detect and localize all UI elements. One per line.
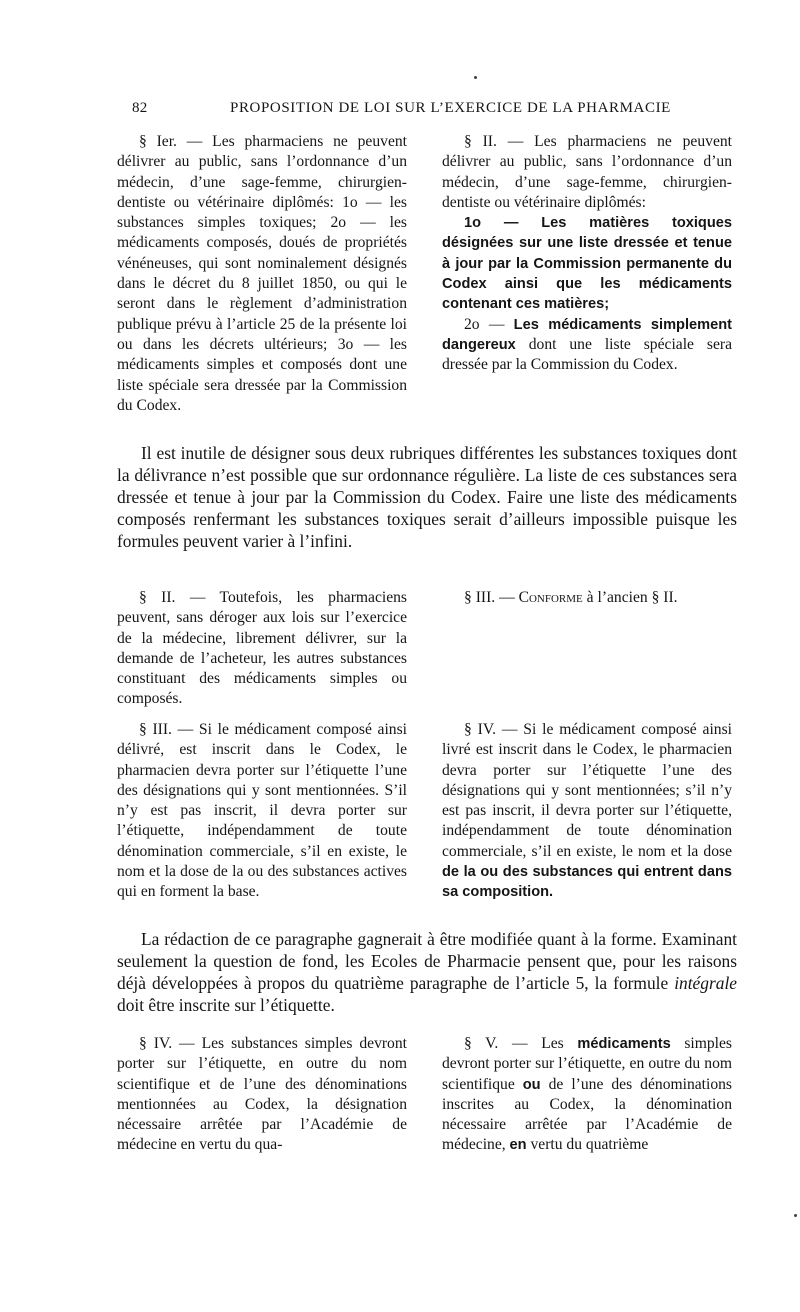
new-paragraph-4: [442, 720, 732, 903]
bold-text: Les médicaments simplement dangereux: [442, 316, 732, 353]
right-column-section-4: [442, 720, 732, 903]
right-column-section-5: [442, 1034, 732, 1156]
left-column-section-1: [117, 132, 407, 416]
right-column-section-2: [442, 132, 732, 376]
right-column-section-3: [442, 588, 732, 608]
commentary-prefix: La rédaction de ce paragraphe gagnerait à être modifiée quant à la forme. Examinant seulement la question de fond, les Ecoles de Pharmacie pensent que, pour les raisons déjà développées à propos du quatrième paragraphe de l’article 5, la formule: [117, 929, 737, 993]
bold-text: ou: [522, 1076, 541, 1093]
new-paragraph-2-intro: § II. — Les pharmaciens ne peuvent délivrer au public, sans l’ordonnance d’un médecin, d’une sage-femme, chirurgien-dentiste ou vétérinaire diplômés:: [442, 133, 732, 211]
running-title: PROPOSITION DE LOI SUR L’EXERCICE DE LA PHARMACIE: [230, 100, 671, 116]
speck-mark: [794, 1214, 797, 1217]
item-text: dont une liste spéciale sera dressée par la Commission du Codex.: [442, 335, 732, 374]
left-column-section-4: [117, 1034, 407, 1156]
new-paragraph-2-item-2: [442, 315, 732, 376]
new-paragraph-5: [442, 1034, 732, 1156]
new-paragraph-2-item-1: [442, 213, 732, 314]
italic-text: intégrale: [674, 973, 737, 993]
section-suffix: à l’ancien § II.: [582, 589, 678, 606]
commentary-2: [117, 928, 737, 1016]
small-caps-text: Conforme: [518, 589, 583, 606]
section-prefix: § III. —: [464, 589, 519, 606]
commentary-text: [117, 928, 737, 1016]
commentary-text: Il est inutile de désigner sous deux rubriques différentes les substances toxiques dont la délivrance n’est possible que sur ordonnance régulière. La liste de ces substances sera dressée et tenue à jour par la Commission du Codex. Faire une liste des médicaments composés renfermant les substances toxiques serait d’ailleurs impossible puisque les formules peuvent varier à l’infini.: [117, 443, 737, 551]
section-text: simples devront porter sur l’étiquette, en outre du nom scientifique: [442, 1035, 732, 1093]
speck-mark: [474, 76, 477, 79]
old-paragraph-2: § II. — Toutefois, les pharmaciens peuvent, sans déroger aux lois sur l’exercice de la médecine, librement délivrer, sur la demande de l’acheteur, les autres substances constituant des médicaments simples ou composés.: [117, 589, 407, 708]
old-paragraph-1: § Ier. — Les pharmaciens ne peuvent délivrer au public, sans l’ordonnance d’un médecin, d’une sage-femme, chirurgien-dentiste ou vétérinaire diplômés: 1o — les substances simples toxiques; 2o — les médicaments composés, doués de propriétés vénéneuses, qui sont nominalement désignés dans le décret du 8 juillet 1850, ou qui le seront dans le règlement d’administration publique prévu à l’article 25 de la présente loi ou dans les décrets ultérieurs; 3o — les médicaments simples et composés dont une liste spéciale sera dressée par la Commission du Codex.: [117, 133, 407, 414]
commentary-1: [117, 442, 737, 552]
section-text: vertu du quatrième: [526, 1136, 649, 1154]
left-column-section-2: [117, 588, 407, 710]
bold-text: médicaments: [577, 1036, 671, 1052]
item-prefix: 2o —: [464, 315, 514, 333]
old-paragraph-4: § IV. — Les substances simples devront porter sur l’étiquette, en outre du nom scientifique et de l’une des dénominations mentionnées au Codex, la désignation nécessaire arrêtée par l’Académie de médecine en vertu du qua-: [117, 1035, 407, 1154]
bold-text: 1o — Les matières toxiques désignées sur une liste dressée et tenue à jour par la Commission permanente du Codex ainsi que les médicaments contenant ces matières;: [442, 215, 732, 313]
section-text: § IV. — Si le médicament composé ainsi livré est inscrit dans le Codex, le pharmacien devra porter sur l’étiquette l’une des désignations qui y sont mentionnées; s’il n’y est pas inscrit, il devra porter sur l’étiquette, indépendamment de toute dénomination commerciale, s’il en existe, le nom et la dose: [442, 721, 732, 860]
bold-text: de la ou des substances qui entrent dans sa composition.: [442, 864, 732, 901]
page-number: 82: [132, 100, 148, 116]
left-column-section-3: [117, 720, 407, 903]
bold-text: en: [509, 1137, 527, 1154]
new-paragraph-3: [442, 588, 732, 608]
old-paragraph-3: § III. — Si le médicament composé ainsi délivré, est inscrit dans le Codex, le pharmacien devra porter sur l’étiquette l’une des désignations qui y sont mentionnées. S’il n’y est pas inscrit, il devra porter sur l’étiquette, indépendamment de toute dénomination commerciale, s’il en existe, le nom et la dose de la ou des substances actives qui en forment la base.: [117, 721, 407, 901]
section-text: de l’une des dénominations inscrites au Codex, la dénomination nécessaire arrêtée par l’Académie de médecine,: [442, 1075, 732, 1154]
commentary-suffix: doit être inscrite sur l’étiquette.: [117, 995, 335, 1015]
section-text: § V. — Les: [464, 1035, 578, 1052]
